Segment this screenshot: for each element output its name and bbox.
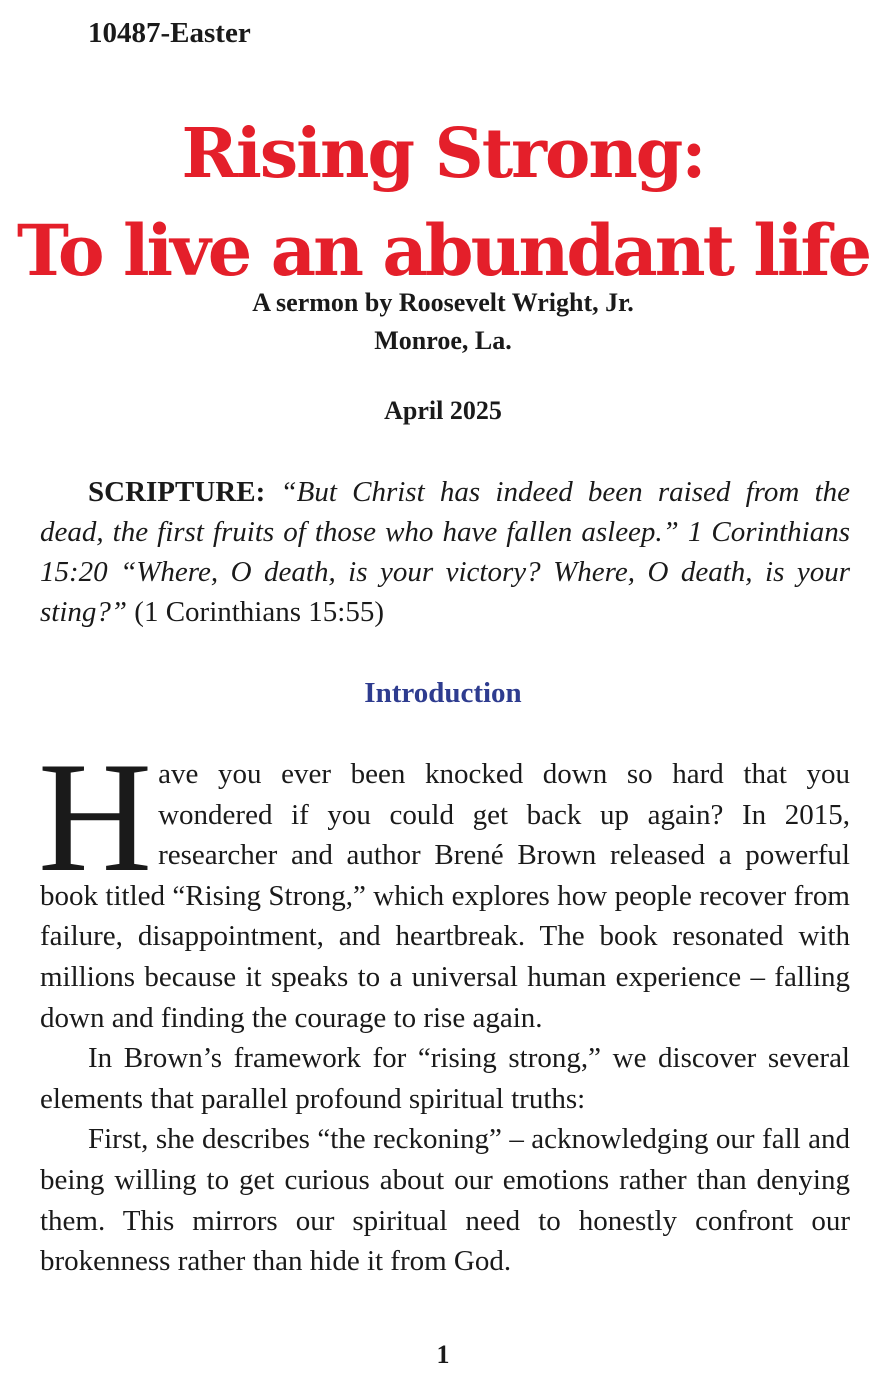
paragraph-1 [38, 730, 850, 1038]
drop-cap: H [38, 730, 153, 905]
title-line-2: To live an abundant life [16, 209, 870, 292]
paragraph-2: In Brown’s framework for “rising strong,” we discover several elements that parallel profound spiritual truths: [40, 1042, 850, 1115]
section-heading-introduction: Introduction [364, 677, 522, 709]
scripture-quote: “But Christ has indeed been raised from the dead, the first fruits of those who have fallen asleep.” 1 Corinthians 15:20 “Where, O death, is your victory? Where, O death, is your sting?” [40, 476, 850, 628]
file-identifier: 10487-Easter [88, 17, 251, 49]
page-number: 1 [436, 1340, 450, 1369]
title-line-1: Rising Strong: [181, 114, 705, 194]
paragraph-1-text: ave you ever been knocked down so hard that you wondered if you could get back up again? In 2015, researcher and author Brené Brown released a powerful book titled “Rising Strong,” which explores how people recover from failure, disappointment, and heartbreak. The book resonated with millions because it speaks to a universal human experience – falling down and finding the courage to rise again. [40, 758, 850, 1034]
author-byline: A sermon by Roosevelt Wright, Jr. [252, 288, 634, 317]
scripture-reference: (1 Corinthians 15:55) [134, 596, 384, 628]
scripture-label: SCRIPTURE: [88, 476, 266, 508]
body-text [38, 730, 850, 1282]
sermon-date: April 2025 [384, 396, 502, 425]
author-location: Monroe, La. [374, 326, 512, 355]
paragraph-3: First, she describes “the reckoning” – acknowledging our fall and being willing to get curious about our emotions rather than denying them. This mirrors our spiritual need to honestly confront our brokenness rather than hide it from God. [40, 1123, 850, 1278]
scripture-passage [40, 472, 850, 632]
